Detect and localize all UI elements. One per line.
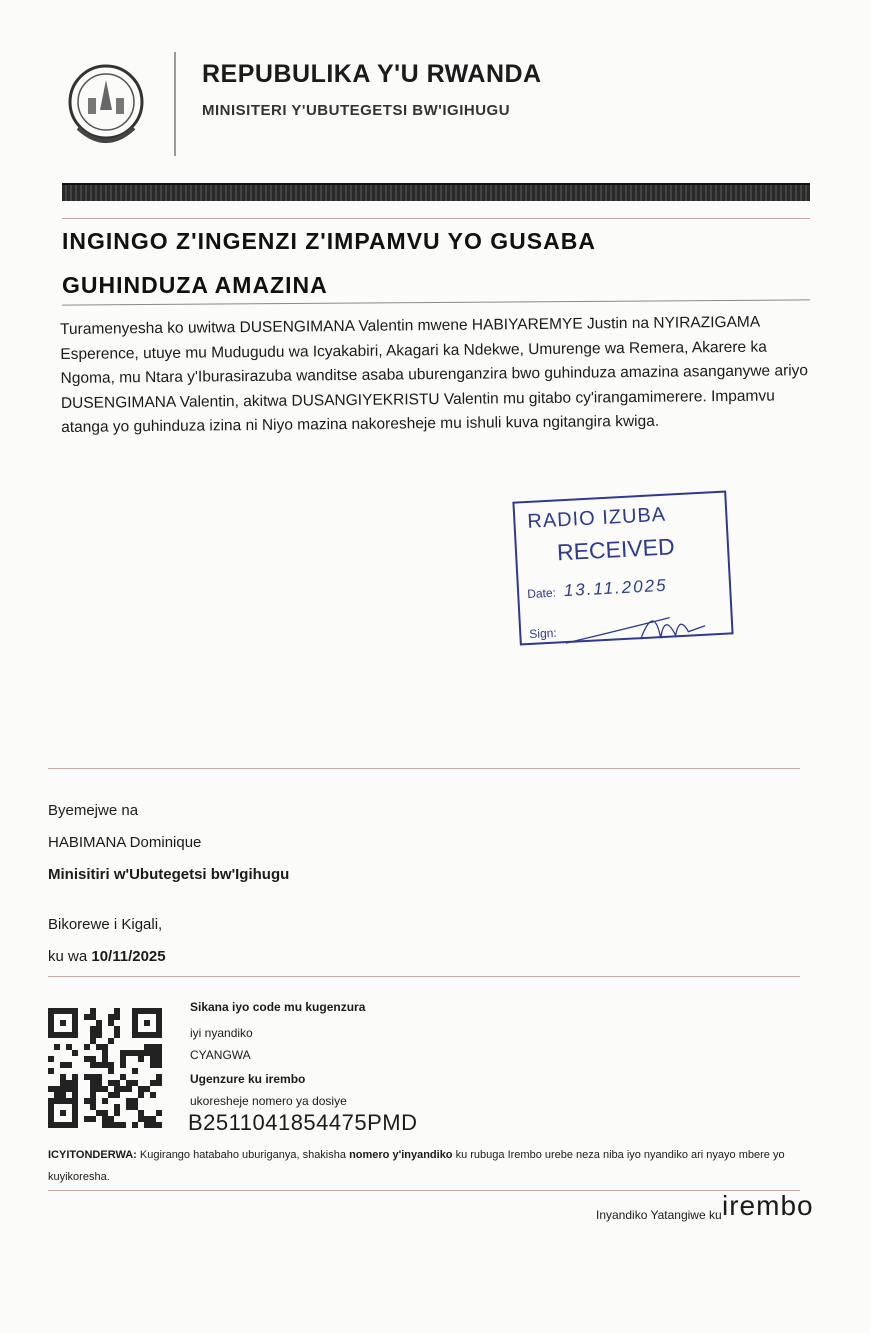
divider bbox=[48, 768, 800, 769]
notice-label: ICYITONDERWA: bbox=[48, 1149, 137, 1161]
notice bbox=[48, 1144, 788, 1188]
handwritten-signature bbox=[559, 606, 711, 654]
document-title-line1: INGINGO Z'INGENZI Z'IMPAMVU YO GUSABA bbox=[62, 228, 596, 254]
issued-by-text: Inyandiko Yatangiwe ku bbox=[596, 1208, 722, 1222]
issue-date-prefix: ku wa bbox=[48, 948, 88, 965]
verify-line2: iyi nyandiko bbox=[190, 1026, 253, 1040]
stamp-sign-label: Sign: bbox=[528, 625, 558, 642]
verify-line5: ukoresheje nomero ya dosiye bbox=[190, 1094, 347, 1108]
verify-line3: CYANGWA bbox=[190, 1048, 251, 1062]
irembo-logo: irembo bbox=[722, 1190, 814, 1221]
divider bbox=[62, 218, 810, 219]
divider bbox=[48, 976, 800, 977]
stamp-date bbox=[527, 576, 668, 603]
divider bbox=[62, 299, 810, 305]
header-divider bbox=[174, 52, 176, 156]
stamp-date-label: Date: bbox=[526, 585, 557, 602]
ministry-name: MINISITERI Y'UBUTEGETSI BW'IGIHUGU bbox=[202, 102, 511, 119]
approver-name: HABIMANA Dominique bbox=[48, 834, 202, 851]
issue-place: Bikorewe i Kigali, bbox=[48, 916, 163, 933]
rwanda-coat-of-arms-emblem bbox=[66, 58, 146, 156]
stamp-org: RADIO IZUBA bbox=[526, 503, 667, 533]
qr-code[interactable] bbox=[48, 1008, 162, 1128]
verify-line4: Ugenzure ku irembo bbox=[190, 1072, 306, 1086]
divider bbox=[48, 1190, 800, 1191]
notice-emphasis: nomero y'inyandiko bbox=[349, 1149, 453, 1161]
notice-text: Kugirango hatabaho uburiganya, shakisha bbox=[139, 1149, 346, 1161]
received-stamp bbox=[512, 490, 733, 645]
stamp-sign bbox=[528, 606, 711, 655]
document-title-line2: GUHINDUZA AMAZINA bbox=[62, 272, 328, 298]
stamp-date-value: 13.11.2025 bbox=[563, 575, 668, 601]
issue-date bbox=[48, 948, 166, 965]
header-bar bbox=[62, 183, 810, 201]
verify-line1: Sikana iyo code mu kugenzura bbox=[190, 1000, 366, 1014]
notice-text: ku rubuga Irembo urebe neza niba iyo nyandiko ari nyayo mbere yo kuyikoresha. bbox=[48, 1149, 785, 1183]
file-number: B2511041854475PMD bbox=[188, 1110, 418, 1135]
issue-date-value: 10/11/2025 bbox=[91, 948, 166, 965]
approved-by-label: Byemejwe na bbox=[48, 802, 139, 819]
country-name: REPUBULIKA Y'U RWANDA bbox=[202, 60, 542, 88]
body-paragraph: Turamenyesha ko uwitwa DUSENGIMANA Valentin mwene HABIYAREMYE Justin na NYIRAZIGAMA Esperence, utuye mu Mudugudu wa Icyakabiri, Akagari ka Ndekwe, Umurenge wa Remera, Akarere ka Ngoma, mu Ntara y'Iburasirazuba wanditse asaba uburenganzira bwo guhinduza amazina asanganywe ariyo DUSENGIMANA Valentin, akitwa DUSANGIYEKRISTU Valentin mu gitabo cy'irangamimerere. Impamvu atanga yo guhinduza izina ni Niyo mazina nakoresheje mu ishuli kuva ngitangira kwiga. bbox=[60, 313, 809, 436]
approver-position: Minisitiri w'Ubutegetsi bw'Igihugu bbox=[48, 866, 290, 883]
stamp-status: RECEIVED bbox=[556, 533, 676, 566]
